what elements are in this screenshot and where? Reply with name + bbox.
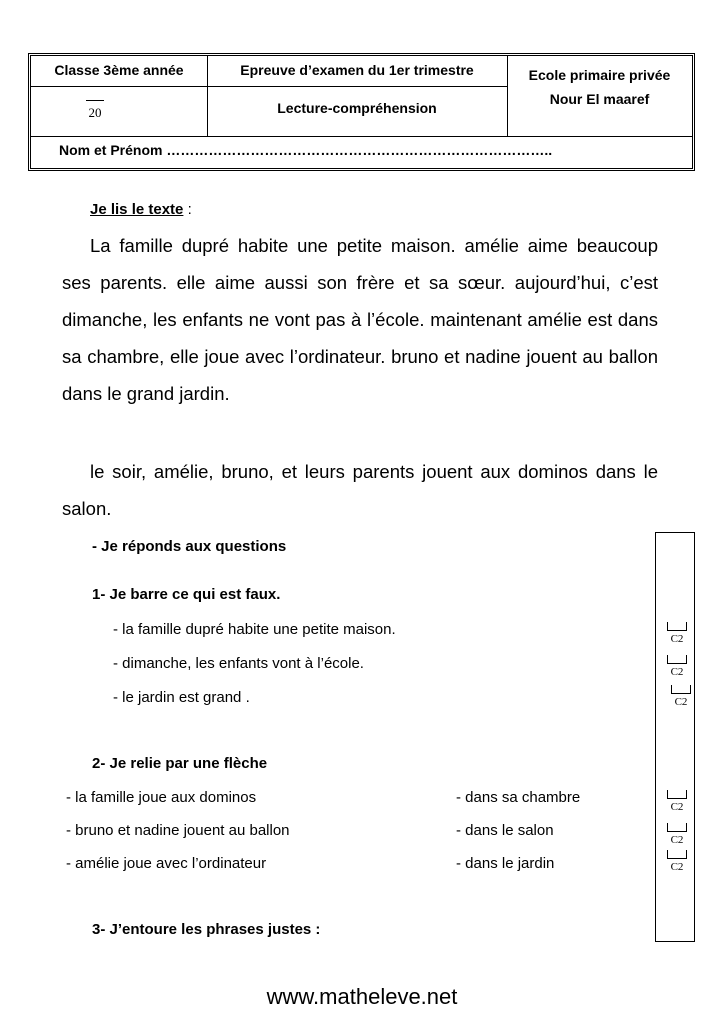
reading-title-text: Je lis le texte <box>90 201 184 218</box>
reading-title-colon: : <box>183 201 192 218</box>
question-2-title: 2- Je relie par une flèche <box>92 755 268 772</box>
score-fraction <box>80 100 110 121</box>
reading-paragraph-2: le soir, amélie, bruno, et leurs parents jouent aux dominos dans le salon. <box>62 461 658 519</box>
question-3-title: 3- J’entoure les phrases justes : <box>92 921 321 938</box>
question-1-item: - dimanche, les enfants vont à l’école. <box>113 655 364 672</box>
criterion-mark: C2 <box>662 823 692 846</box>
student-name-field: Nom et Prénom ……………………………………………………………………….. <box>59 142 553 158</box>
match-right-item: - dans le salon <box>456 822 554 839</box>
match-left-item: - la famille joue aux dominos <box>66 789 257 806</box>
school-name-line2: Nour El maaref <box>549 91 650 107</box>
class-label: Classe 3ème année <box>54 62 184 78</box>
question-1-item: - la famille dupré habite une petite maison. <box>113 621 396 638</box>
grading-margin-box <box>655 532 695 942</box>
criterion-mark: C2 <box>662 622 692 645</box>
match-left-item: - amélie joue avec l’ordinateur <box>66 855 267 872</box>
match-right-item: - dans sa chambre <box>456 789 581 806</box>
subject-label: Lecture-compréhension <box>277 100 437 116</box>
question-1-title: 1- Je barre ce qui est faux. <box>92 586 281 603</box>
reading-paragraph-1: La famille dupré habite une petite maison. amélie aime beaucoup ses parents. elle aime aussi son frère et sa sœur. aujourd’hui, c’est dimanche, les enfants ne vont pas à l’école. maintenant amélie est dans sa chambre, elle joue avec l’ordinateur. bruno et nadine jouent au ballon dans le grand jardin. <box>62 235 658 404</box>
criterion-mark: C2 <box>662 850 692 873</box>
footer-website: www.matheleve.net <box>266 984 458 1009</box>
criterion-mark: C2 <box>666 685 696 708</box>
exam-header-table <box>28 53 695 171</box>
score-denominator: 20 <box>88 105 102 120</box>
match-left-item: - bruno et nadine jouent au ballon <box>66 822 290 839</box>
match-right-item: - dans le jardin <box>456 855 555 872</box>
criterion-mark: C2 <box>662 790 692 813</box>
questions-intro: - Je réponds aux questions <box>92 538 287 555</box>
question-1-item: - le jardin est grand . <box>113 689 250 706</box>
reading-title <box>90 201 192 218</box>
criterion-mark: C2 <box>662 655 692 678</box>
exam-label: Epreuve d’examen du 1er trimestre <box>240 62 474 78</box>
header-divider <box>31 86 507 87</box>
school-name-line1: Ecole primaire privée <box>528 67 671 83</box>
header-divider <box>31 136 692 137</box>
